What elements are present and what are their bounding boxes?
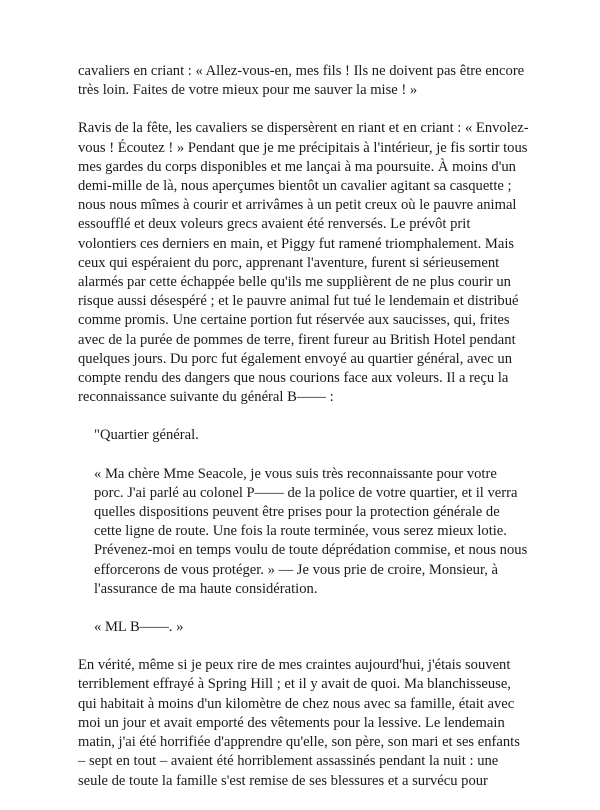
letter-body: « Ma chère Mme Seacole, je vous suis très reconnaissante pour votre porc. J'ai parlé au colonel P—— de la police de votre quartier, et il verra quelles dispositions peuvent être prises pour la protection générale de cette ligne de route. Une fois la route terminée, vous serez mieux lotie. Prévenez-moi en temps voulu de toute déprédation commise, et nous nous efforcerons de vous protéger. » — Je vous prie de croire, Monsieur, à l'assurance de ma haute considération. bbox=[94, 465, 528, 597]
paragraph-spring-hill: En vérité, même si je peux rire de mes craintes aujourd'hui, j'étais souvent terriblement effrayé à Spring Hill ; et il y avait de quoi. Ma blanchisseuse, qui habitait à moins d'un kilomètre de chez nous avec sa famille, était avec moi un jour et avait emporté des vêtements pour la lessive. Le lendemain matin, j'ai été horrifiée d'apprendre qu'elle, son père, son mari et ses enfants – sept en tout – avaient été horriblement assassinés pendant la nuit : une seule de toute la famille s'est remise de ses blessures et a survécu pour bbox=[78, 657, 520, 789]
paragraph-riders-shout: cavaliers en criant : « Allez-vous-en, mes fils ! Ils ne doivent pas être encore très loin. Faites de votre mieux pour me sauver la mise ! » bbox=[78, 63, 525, 99]
letter-signature: « ML B——. » bbox=[94, 619, 184, 636]
document-page bbox=[78, 62, 530, 810]
paragraph-pig-chase: Ravis de la fête, les cavaliers se dispersèrent en riant et en criant : « Envolez-vous ! Écoutez ! » Pendant que je me précipitais à l'intérieur, je fis sortir tous mes gardes du corps disponibles et me lançai à ma poursuite. À moins d'un demi-mille de là, nous aperçumes bientôt un cavalier agitant sa casquette ; nous nous mîmes à courir et arrivâmes à un petit creux où le pauvre animal essoufflé et deux voleurs grecs avaient été renversés. Le prévôt prit volontiers ces derniers en main, et Piggy fut ramené triomphalement. Mais ceux qui espéraient du porc, apprenant l'aventure, furent si sérieusement alarmés par cette échappée belle qu'ils me supplièrent de ne plus courir un risque aussi désespéré ; et le pauvre animal fut tué le lendemain et distribué comme promis. Une certaine portion fut réservée aux saucisses, qui, frites avec de la purée de pommes de terre, firent fureur au British Hotel pendant quelques jours. Du porc fut également envoyé au quartier général, avec un compte rendu des dangers que nous courions face aux voleurs. Il a reçu la reconnaissance suivante du général B—— : bbox=[78, 120, 529, 406]
letter-heading: "Quartier général. bbox=[94, 427, 199, 444]
